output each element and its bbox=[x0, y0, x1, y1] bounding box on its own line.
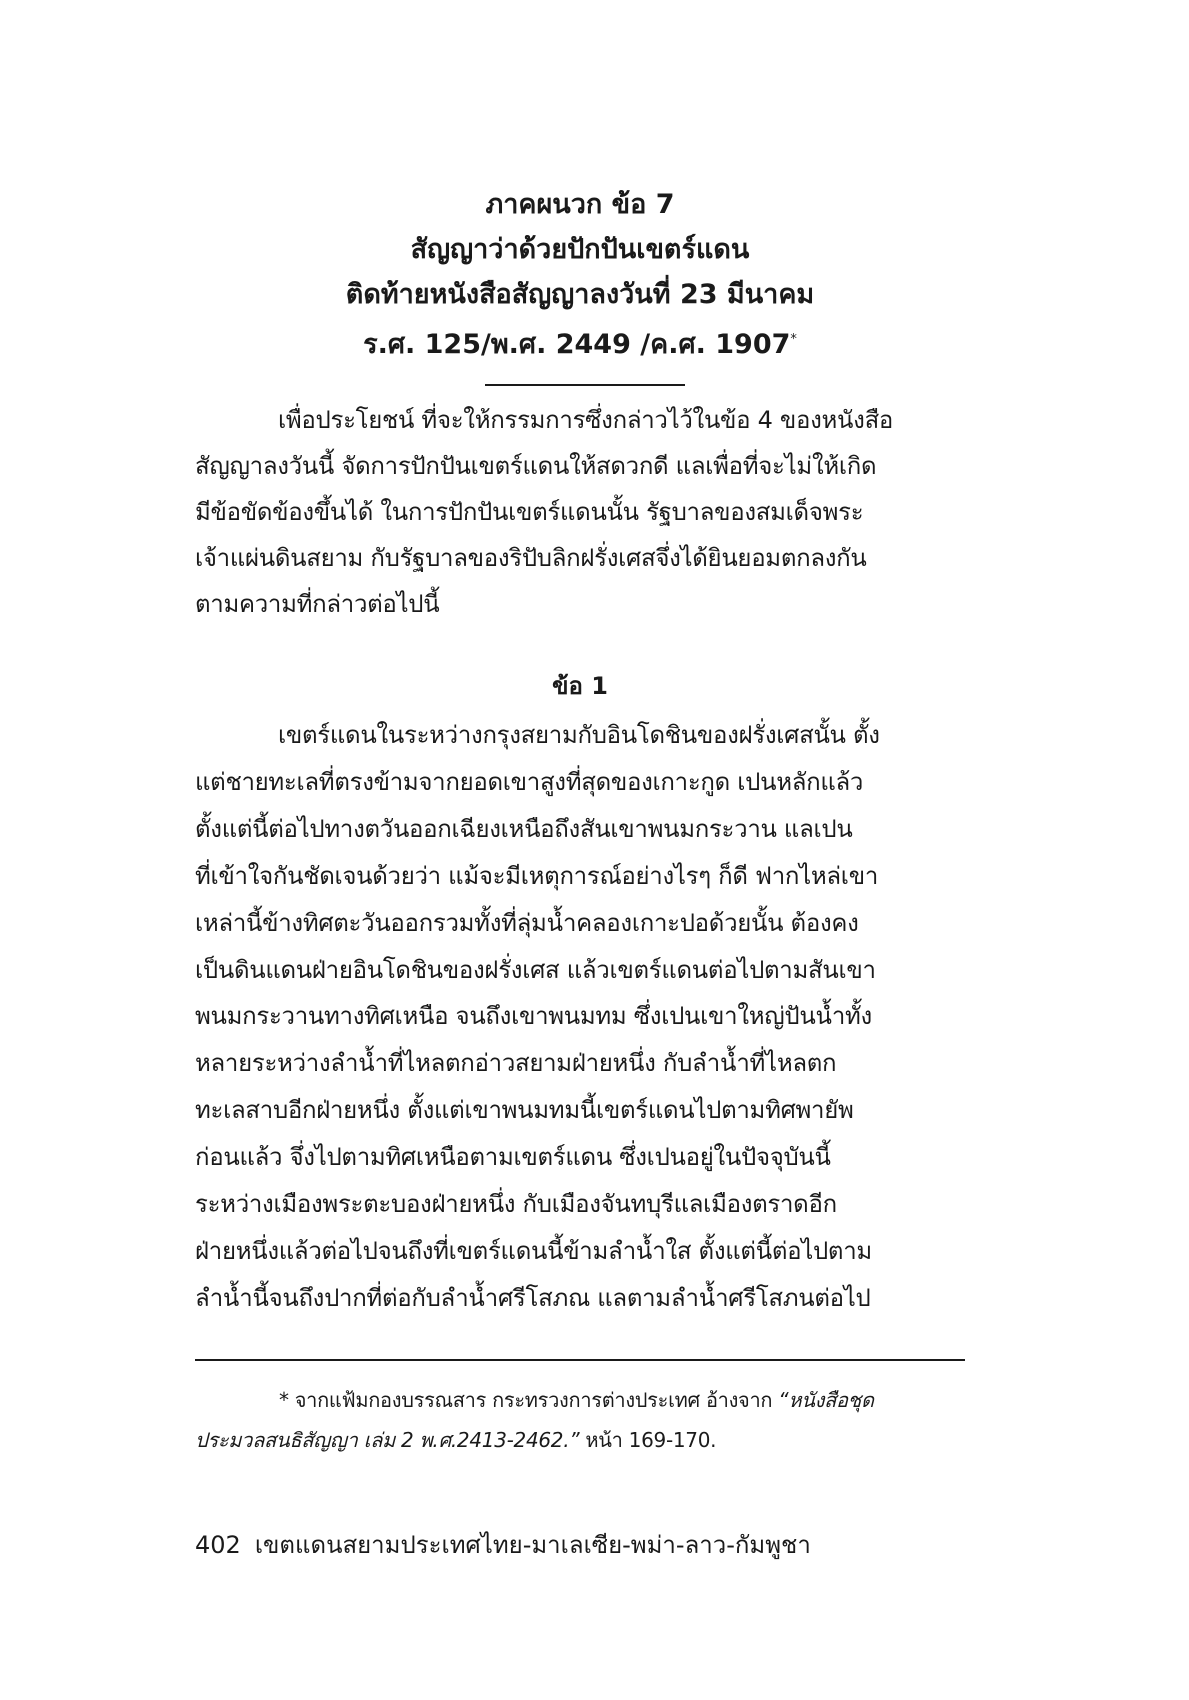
paragraph-line: เจ้าแผ่นดินสยาม กับรัฐบาลของริปับลิกฝรั่งเศสจึ่งได้ยินยอมตกลงกัน bbox=[195, 544, 867, 572]
paragraph-line: ตั้งแต่นี้ต่อไปทางตวันออกเฉียงเหนือถึงสันเขาพนมกระวาน แลเปน bbox=[195, 814, 853, 843]
title-divider bbox=[485, 384, 685, 386]
intro-paragraph bbox=[195, 397, 965, 627]
title-line: ติดท้ายหนังสือสัญญาลงวันที่ 23 มีนาคม bbox=[345, 279, 815, 310]
paragraph-line: เพื่อประโยชน์ ที่จะให้กรรมการซึ่งกล่าวไว้ในข้อ 4 ของหนังสือ bbox=[278, 406, 894, 434]
title-line bbox=[195, 317, 965, 367]
paragraph-line: หลายระหว่างลำน้ำที่ไหลตกอ่าวสยามฝ่ายหนึ่ง กับลำน้ำที่ไหลตก bbox=[195, 1049, 837, 1078]
footnote bbox=[195, 1380, 975, 1460]
article-paragraph bbox=[195, 712, 965, 1322]
page-title bbox=[195, 182, 965, 367]
footnote-line bbox=[195, 1380, 975, 1420]
paragraph-line: ก่อนแล้ว จึ่งไปตามทิศเหนือตามเขตร์แดน ซึ่งเปนอยู่ในปัจจุบันนี้ bbox=[195, 1143, 831, 1172]
footnote-citation-title-cont: ประมวลสนธิสัญญา เล่ม 2 พ.ศ.2413-2462.” bbox=[195, 1428, 580, 1452]
paragraph-line: เป็นดินแดนฝ่ายอินโดชินของฝรั่งเศส แล้วเขตร์แดนต่อไปตามสันเขา bbox=[195, 955, 876, 984]
page-number: 402 bbox=[195, 1531, 241, 1559]
paragraph-line: ตามความที่กล่าวต่อไปนี้ bbox=[195, 590, 440, 618]
footnote-divider bbox=[195, 1359, 965, 1361]
footnote-line bbox=[195, 1420, 975, 1460]
paragraph-line: สัญญาลงวันนี้ จัดการปักปันเขตร์แดนให้สดวกดี แลเพื่อที่จะไม่ให้เกิด bbox=[195, 452, 877, 480]
paragraph-line: ลำน้ำนี้จนถึงปากที่ต่อกับลำน้ำศรีโสภณ แลตามลำน้ำศรีโสภนต่อไป bbox=[195, 1283, 871, 1312]
title-line: สัญญาว่าด้วยปักปันเขตร์แดน bbox=[410, 234, 750, 265]
paragraph-line: พนมกระวานทางทิศเหนือ จนถึงเขาพนมทม ซึ่งเปนเขาใหญ่ปันน้ำทั้ง bbox=[195, 1002, 872, 1031]
paragraph-line: ฝ่ายหนึ่งแล้วต่อไปจนถึงที่เขตร์แดนนี้ข้ามลำน้ำใส ตั้งแต่นี้ต่อไปตาม bbox=[195, 1236, 872, 1265]
paragraph-line: ระหว่างเมืองพระตะบองฝ่ายหนึ่ง กับเมืองจันทบุรีแลเมืองตราดอีก bbox=[195, 1190, 837, 1219]
footnote-marker: * bbox=[790, 332, 797, 347]
article-heading: ข้อ 1 bbox=[552, 672, 608, 700]
paragraph-line: เขตร์แดนในระหว่างกรุงสยามกับอินโดชินของฝรั่งเศสนั้น ตั้ง bbox=[278, 721, 880, 749]
running-book-title: เขตแดนสยามประเทศไทย-มาเลเซีย-พม่า-ลาว-กัมพูชา bbox=[254, 1531, 811, 1559]
paragraph-line: มีข้อขัดข้องขึ้นได้ ในการปักปันเขตร์แดนนั้น รัฐบาลของสมเด็จพระ bbox=[195, 498, 864, 526]
title-line: ภาคผนวก ข้อ 7 bbox=[485, 189, 675, 220]
paragraph-line: ที่เข้าใจกันชัดเจนด้วยว่า แม้จะมีเหตุการณ์อย่างไรๆ ก็ดี ฟากไหล่เขา bbox=[195, 861, 878, 890]
title-date-text: ร.ศ. 125/พ.ศ. 2449 /ค.ศ. 1907 bbox=[363, 329, 791, 360]
footnote-citation-title: “หนังสือชุด bbox=[778, 1388, 874, 1412]
footnote-source: * จากแฟ้มกองบรรณสาร กระทรวงการต่างประเทศ อ้างจาก bbox=[279, 1388, 773, 1412]
paragraph-line: ทะเลสาบอีกฝ่ายหนึ่ง ตั้งแต่เขาพนมทมนี้เขตร์แดนไปตามทิศพายัพ bbox=[195, 1096, 854, 1125]
paragraph-line: แต่ชายทะเลที่ตรงข้ามจากยอดเขาสูงที่สุดของเกาะกูด เปนหลักแล้ว bbox=[195, 767, 864, 796]
page-footer bbox=[195, 1525, 811, 1565]
paragraph-line: เหล่านี้ข้างทิศตะวันออกรวมทั้งที่ลุ่มน้ำคลองเกาะปอด้วยนั้น ต้องคง bbox=[195, 908, 859, 937]
footnote-pages: หน้า 169-170. bbox=[585, 1428, 717, 1452]
